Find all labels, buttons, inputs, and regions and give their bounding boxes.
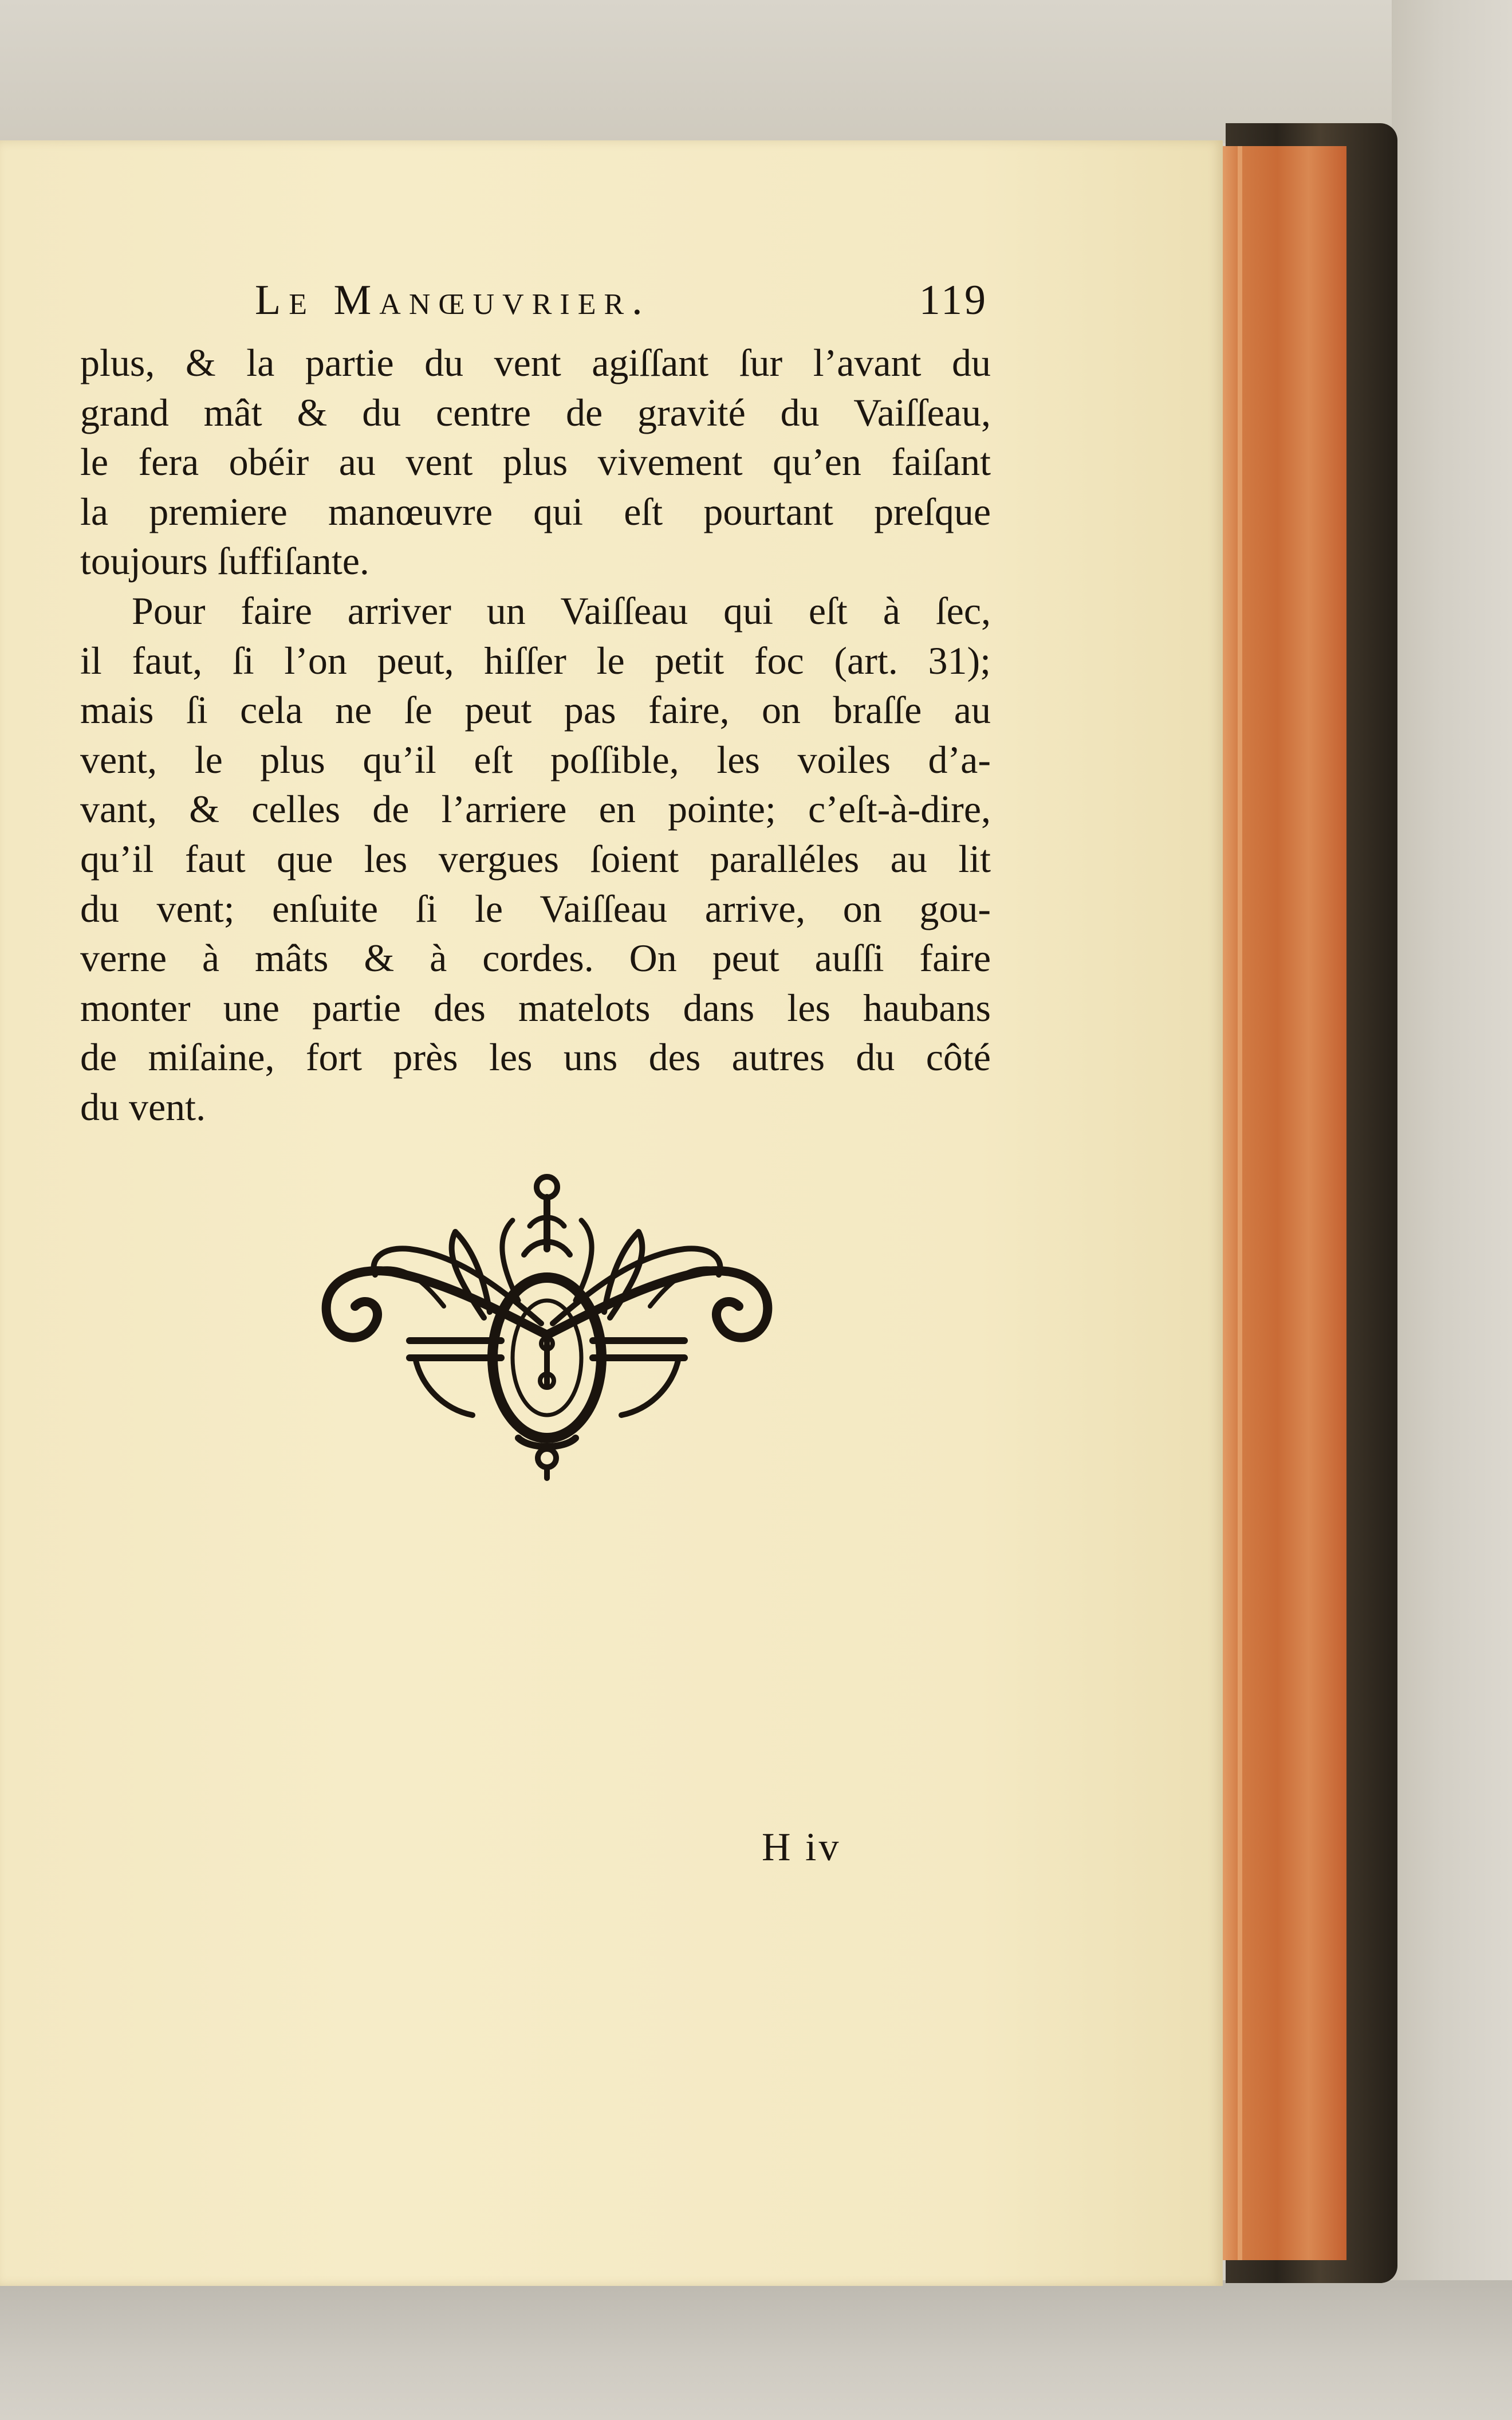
- text-line: monter une partie des matelots dans les haubans: [80, 985, 991, 1030]
- text-line: vant, & celles de l’arriere en pointe; c’eſt-à-dire,: [80, 787, 991, 831]
- scan-background-top: [0, 0, 1512, 143]
- scan-background-right: [1392, 0, 1512, 2420]
- text-line: Pour faire arriver un Vaiſſeau qui eſt à ſec,: [132, 588, 991, 632]
- text-line: plus, & la partie du vent agiſſant ſur l’avant du: [80, 341, 991, 384]
- text-line: le fera obéir au vent plus vivement qu’en faiſant: [80, 440, 991, 484]
- text-line: qu’il faut que les vergues ſoient paralléles au lit: [80, 836, 991, 881]
- page-number: 119: [919, 277, 988, 324]
- text-line: de miſaine, fort près les uns des autres du côté: [80, 1035, 991, 1079]
- text-line: il faut, ſi l’on peut, hiſſer le petit foc (art. 31);: [80, 638, 991, 682]
- body-text: [80, 338, 991, 1132]
- text-line: verne à mâts & à cordes. On peut auſſi faire: [80, 936, 991, 980]
- text-line: du vent; enſuite ſi le Vaiſſeau arrive, on gou-: [80, 886, 991, 930]
- text-line: mais ſi cela ne ſe peut pas faire, on braſſe au: [80, 688, 991, 732]
- running-head: [255, 276, 988, 339]
- running-head-title: Le Manœuvrier.: [255, 277, 651, 324]
- text-line: toujours ſuffiſante.: [80, 539, 369, 583]
- text-line: grand mât & du centre de gravité du Vaiſſeau,: [80, 390, 991, 434]
- ornament-fleuron-icon: [312, 1169, 782, 1484]
- text-line: du vent.: [80, 1085, 206, 1129]
- text-line: la premiere manœuvre qui eſt pourtant preſque: [80, 489, 991, 533]
- text-line: vent, le plus qu’il eſt poſſible, les voiles d’a-: [80, 737, 991, 781]
- page-fore-edge: [1217, 146, 1346, 2260]
- scan-background-bottom: [0, 2280, 1512, 2420]
- signature-mark: H iv: [762, 1825, 841, 1869]
